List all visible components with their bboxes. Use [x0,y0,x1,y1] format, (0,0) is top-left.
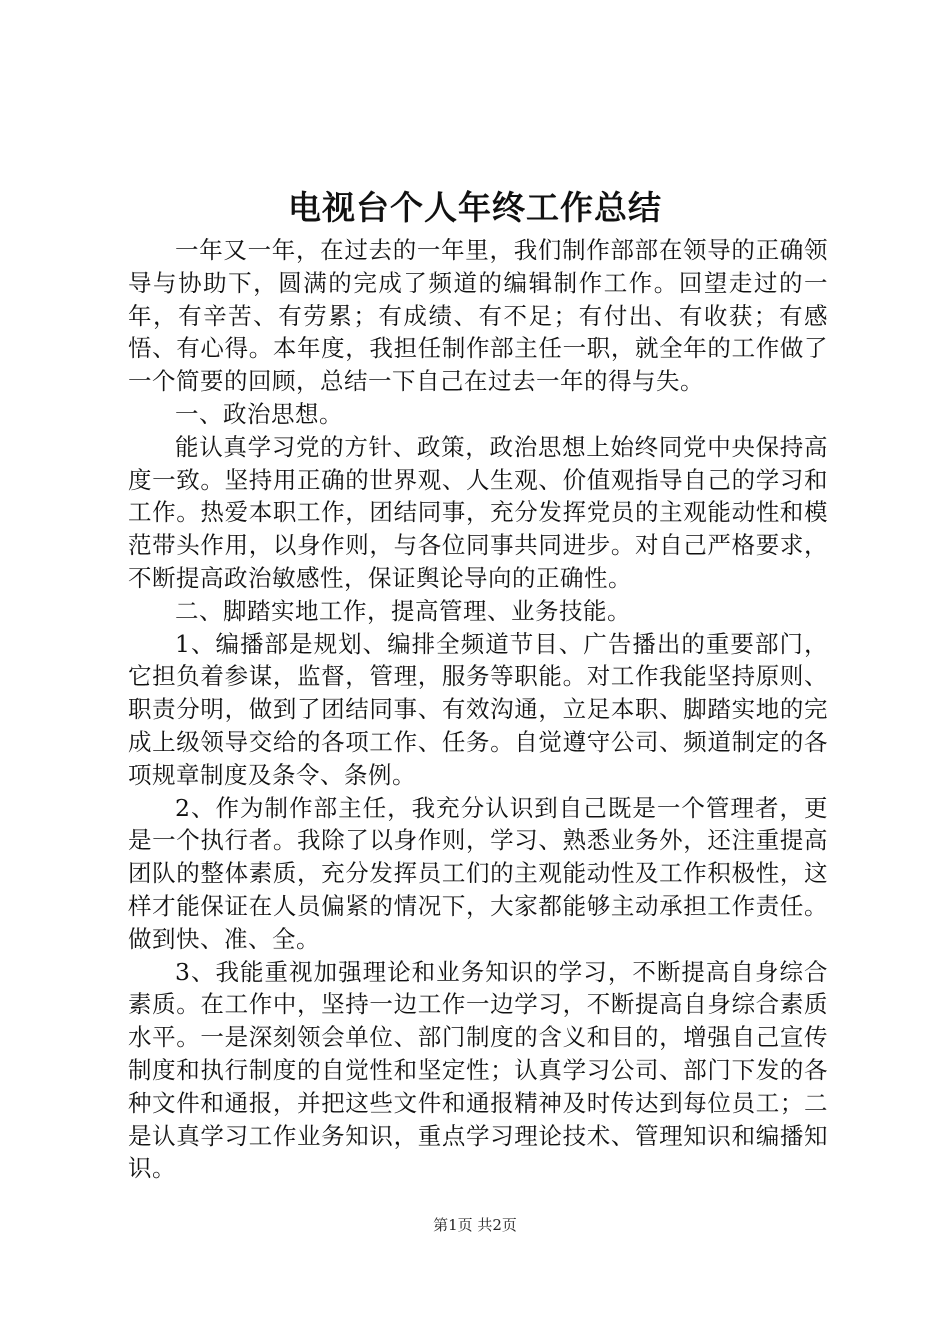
paragraph-item-3: 3、我能重视加强理论和业务知识的学习，不断提高自身综合素质。在工作中，坚持一边工作一边学习，不断提高自身综合素质水平。一是深刻领会单位、部门制度的含义和目的，增强自己宣传制度和执行制度的自觉性和坚定性；认真学习公司、部门下发的各种文件和通报，并把这些文件和通报精神及时传达到每位员工；二是认真学习工作业务知识，重点学习理论技术、管理知识和编播知识。 [128,957,828,1183]
paragraph-item-2: 2、作为制作部主任，我充分认识到自己既是一个管理者，更是一个执行者。我除了以身作则，学习、熟悉业务外，还注重提高团队的整体素质，充分发挥员工们的主观能动性及工作积极性，这样才能保证在人员偏紧的情况下，大家都能够主动承担工作责任。做到快、准、全。 [128,793,828,953]
document-title: 电视台个人年终工作总结 [288,188,662,227]
section-heading-political: 一、政治思想。 [175,399,343,428]
paragraph-item-1: 1、编播部是规划、编排全频道节目、广告播出的重要部门，它担负着参谋，监督，管理，服务等职能。对工作我能坚持原则、职责分明，做到了团结同事、有效沟通，立足本职、脚踏实地的完成上级领导交给的各项工作、任务。自觉遵守公司、频道制定的各项规章制度及条令、条例。 [128,629,828,789]
document-body [128,234,828,1185]
paragraph-intro: 一年又一年，在过去的一年里，我们制作部部在领导的正确领导与协助下，圆满的完成了频道的编辑制作工作。回望走过的一年，有辛苦、有劳累；有成绩、有不足；有付出、有收获；有感悟、有心得。本年度，我担任制作部主任一职，就全年的工作做了一个简要的回顾，总结一下自己在过去一年的得与失。 [128,236,828,396]
paragraph-political: 能认真学习党的方针、政策，政治思想上始终同党中央保持高度一致。坚持用正确的世界观、人生观、价值观指导自己的学习和工作。热爱本职工作，团结同事，充分发挥党员的主观能动性和模范带头作用，以身作则，与各位同事共同进步。对自己严格要求，不断提高政治敏感性，保证舆论导向的正确性。 [128,432,828,592]
section-heading-work: 二、脚踏实地工作，提高管理、业务技能。 [175,596,631,625]
page-number-footer: 第1页 共2页 [433,1216,517,1234]
